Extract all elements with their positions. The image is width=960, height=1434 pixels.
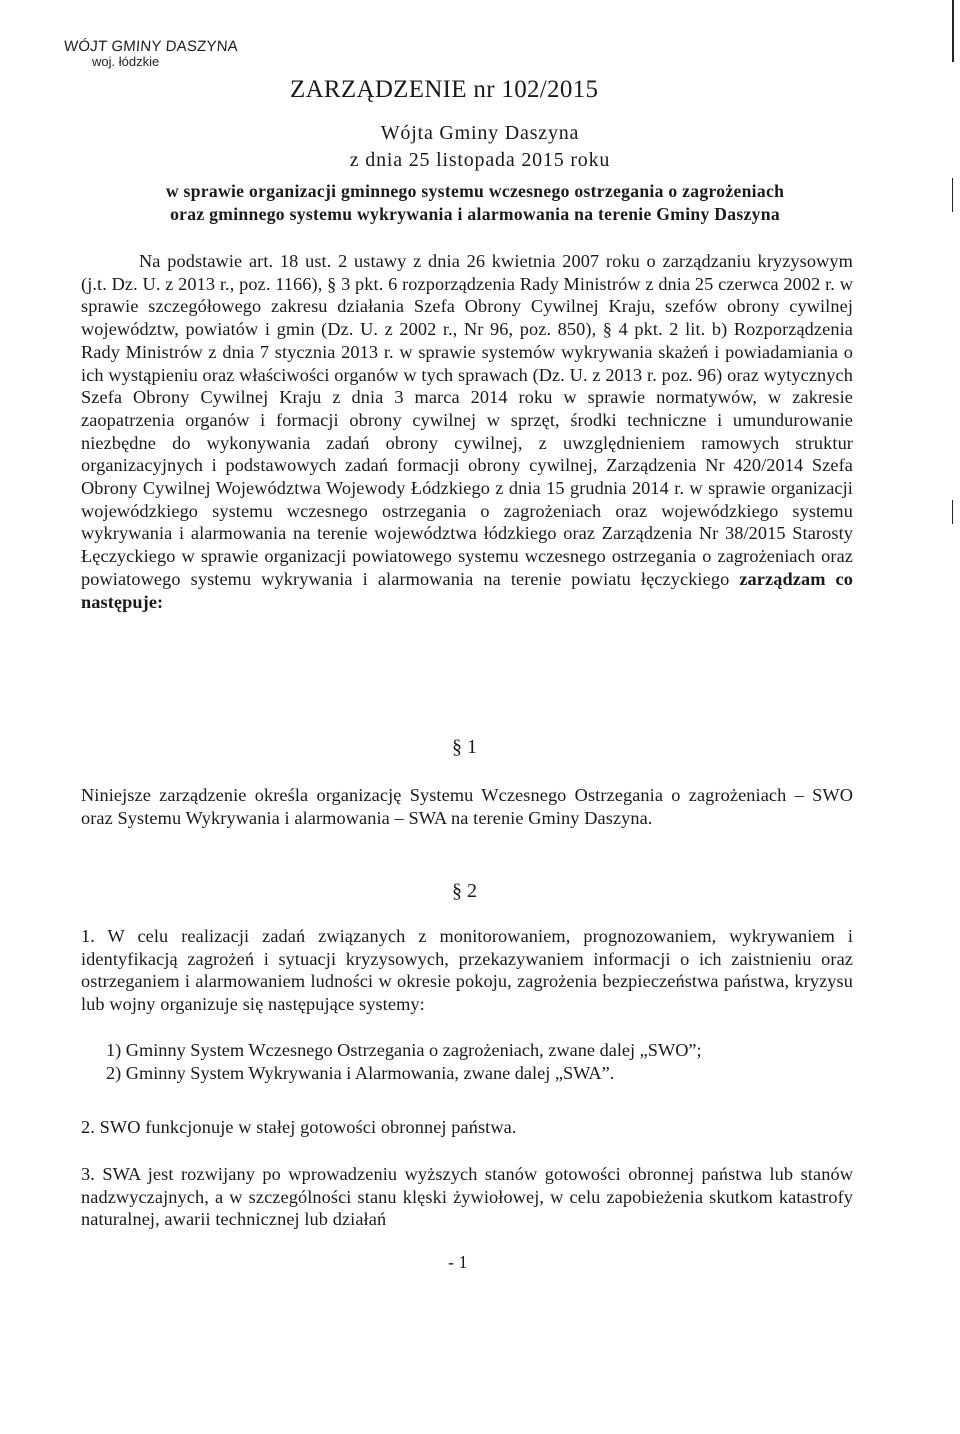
- section-2-point-3: [81, 1163, 853, 1231]
- list-item-swo: 1) Gminny System Wczesnego Ostrzegania o zagrożeniach, zwane dalej „SWO”;: [106, 1040, 702, 1060]
- subject-line-1: w sprawie organizacji gminnego systemu wczesnego ostrzegania o zagrożeniach: [165, 181, 785, 201]
- section-2-point-2: [81, 1116, 853, 1139]
- point-1-number: 1.: [81, 926, 95, 946]
- date-line: z dnia 25 listopada 2015 roku: [349, 149, 611, 171]
- document-title: ZARZĄDZENIE nr 102/2015: [290, 76, 599, 103]
- scan-edge-line: [952, 500, 953, 524]
- point-3-number: 3.: [81, 1164, 95, 1184]
- section-1-sign: § 1: [452, 736, 477, 758]
- point-1-text: W celu realizacji zadań związanych z monitorowaniem, prognozowaniem, wykrywaniem i identyfikacją zagrożeń i sytuacji kryzysowych, przekazywaniem informacji o ich zaistnieniu oraz ostrzeganiem i alarmowaniem ludności w okresie pokoju, zagrożenia bezpieczeństwa państwa, kryzysu lub wojny organizuje się następujące systemy:: [81, 926, 854, 1015]
- subject-line-2: oraz gminnego systemu wykrywania i alarmowania na terenie Gminy Daszyna: [170, 204, 780, 224]
- page-number: - 1: [448, 1252, 468, 1272]
- scan-edge-line: [952, 178, 953, 212]
- point-3-text: SWA jest rozwijany po wprowadzeniu wyższych stanów gotowości obronnej państwa lub stanów nadzwyczajnych, a w szczególności stanu klęski żywiołowej, w celu zapobieżenia skutkom katastrofy naturalnej, awarii technicznej lub działań: [81, 1164, 854, 1230]
- list-item-swa: 2) Gminny System Wykrywania i Alarmowania, zwane dalej „SWA”.: [106, 1063, 615, 1083]
- section-2-point-1: [81, 925, 853, 1016]
- stamp-line-region: woj. łódzkie: [92, 54, 160, 69]
- scan-edge-line: [952, 0, 954, 62]
- preamble-paragraph: [81, 250, 853, 613]
- office-stamp: [64, 38, 264, 69]
- preamble-text: Na podstawie art. 18 ust. 2 ustawy z dnia 26 kwietnia 2007 roku o zarządzaniu kryzysowym (j.t. Dz. U. z 2013 r., poz. 1166), § 3 pkt. 6 rozporządzenia Rady Ministrów z dnia 25 czerwca 2002 r. w sprawie szczegółowego zakresu działania Szefa Obrony Cywilnej Kraju, szefów obrony cywilnej województw, powiatów i gmin (Dz. U. z 2002 r., Nr 96, poz. 850), § 4 pkt. 2 lit. b) Rozporządzenia Rady Ministrów z dnia 7 stycznia 2013 r. w sprawie systemów wykrywania skażeń i powiadamiania o ich wystąpieniu oraz właściwości organów w tych sprawach (Dz. U. z 2013 r. poz. 96) oraz wytycznych Szefa Obrony Cywilnej Kraju z dnia 3 marca 2014 roku w sprawie normatywów, w zakresie zaopatrzenia organów i formacji obrony cywilnej w sprzęt, środki techniczne i umundurowanie niezbędne do wykonywania zadań obrony cywilnej, z uwzględnieniem ramowych struktur organizacyjnych i podstawowych zadań formacji obrony cywilnej, Zarządzenia Nr 420/2014 Szefa Obrony Cywilnej Województwa Wojewody Łódzkiego z dnia 15 grudnia 2014 r. w sprawie organizacji wojewódzkiego systemu wczesnego ostrzegania o zagrożeniach oraz wojewódzkiego systemu wykrywania i alarmowania na terenie województwa łódzkiego oraz Zarządzenia Nr 38/2015 Starosty Łęczyckiego w sprawie organizacji powiatowego systemu wczesnego ostrzegania o zagrożeniach oraz powiatowego systemu wykrywania i alarmowania na terenie powiatu łęczyckiego: [81, 251, 853, 589]
- preamble-closing: zarządzam co następuje:: [81, 568, 853, 612]
- point-2-text: SWO funkcjonuje w stałej gotowości obronnej państwa.: [99, 1117, 517, 1137]
- stamp-line-office: WÓJT GMINY DASZYNA: [63, 38, 239, 55]
- issuer-line: Wójta Gminy Daszyna: [380, 122, 580, 144]
- point-2-number: 2.: [81, 1117, 95, 1137]
- section-1-paragraph: Niniejsze zarządzenie określa organizację Systemu Wczesnego Ostrzegania o zagrożeniach – SWO oraz Systemu Wykrywania i alarmowania – SWA na terenie Gminy Daszyna.: [81, 785, 853, 828]
- section-2-sign: § 2: [452, 880, 477, 902]
